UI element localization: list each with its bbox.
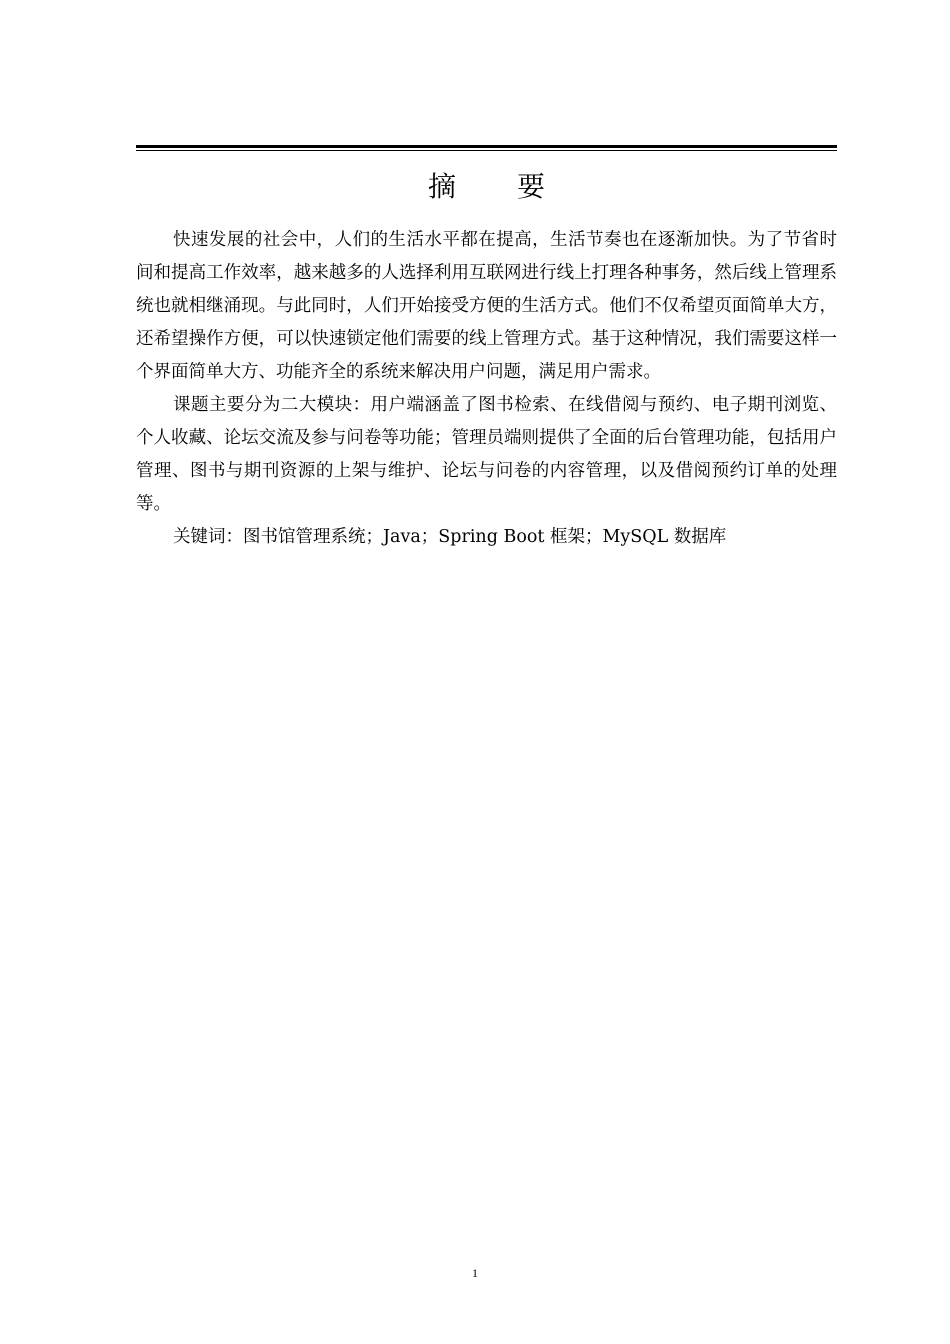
abstract-paragraph-2: 课题主要分为二大模块：用户端涵盖了图书检索、在线借阅与预约、电子期刊浏览、个人收藏、论坛交流及参与问卷等功能；管理员端则提供了全面的后台管理功能，包括用户管理、图书与期刊资源的上架与维护、论坛与问卷的内容管理，以及借阅预约订单的处理等。 xyxy=(136,395,837,514)
abstract-title: 摘 要 xyxy=(428,170,571,203)
keywords-line: 关键词：图书馆管理系统；Java；Spring Boot 框架；MySQL 数据库 xyxy=(173,527,727,547)
abstract-paragraph-1: 快速发展的社会中，人们的生活水平都在提高，生活节奏也在逐渐加快。为了节省时间和提高工作效率，越来越多的人选择利用互联网进行线上打理各种事务，然后线上管理系统也就相继涌现。与此同时，人们开始接受方便的生活方式。他们不仅希望页面简单大方，还希望操作方便，可以快速锁定他们需要的线上管理方式。基于这种情况，我们需要这样一个界面简单大方、功能齐全的系统来解决用户问题，满足用户需求。 xyxy=(136,230,837,382)
header-rule-thick xyxy=(136,145,837,148)
page-number: 1 xyxy=(472,1266,478,1280)
abstract-body xyxy=(136,224,837,554)
header-rule-thin xyxy=(136,150,837,151)
